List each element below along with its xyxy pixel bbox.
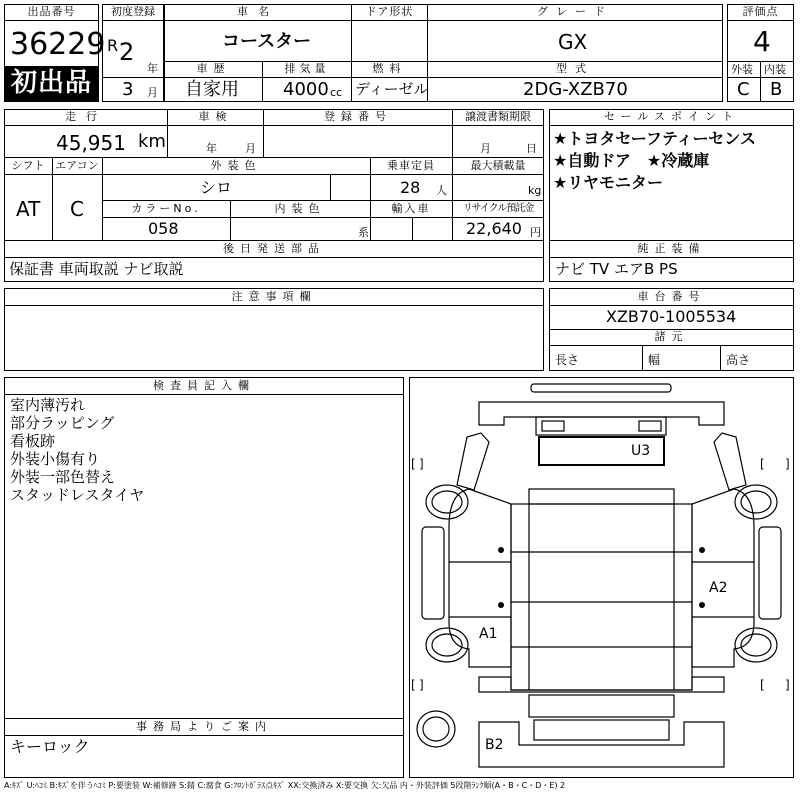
transfer-month-unit: 月 [480,142,491,155]
vehicle-diagram [409,377,794,778]
inspector-note: 室内薄汚れ [10,396,86,414]
transfer-label: 譲渡書類期限 [465,110,531,123]
fuel-label: 燃料 [372,62,407,75]
sales-point-line-1: ★トヨタセーフティーセンス [553,129,756,148]
first-reg-year: 2 [119,38,135,66]
lot-label: 出品番号 [27,5,76,18]
model-value: 2DG-XZB70 [523,79,628,100]
sales-point-label: セールスポイント [603,110,739,123]
first-reg-year-unit: 年 [147,62,158,75]
displacement-value: 4000 [283,79,329,100]
door-label: ドア形状 [365,5,414,18]
inspector-label: 検査員記入欄 [153,379,255,392]
inspection-label: 車検 [198,110,233,123]
displacement-label: 排気量 [284,62,330,75]
ext-color-value: シロ [200,178,233,197]
recycle-value: 22,640 [466,219,522,238]
transfer-day-unit: 日 [526,142,537,155]
mileage-label: 走行 [65,110,107,123]
ext-label: 外装 [731,63,753,76]
inspection-year-unit: 年 [206,142,217,155]
svg-text:[: [ [760,678,765,692]
import-label: 輸入車 [391,202,431,215]
ext-color-label: 外装色 [210,159,262,172]
int-color-label: 内装色 [274,202,326,215]
chassis-value: XZB70-1005534 [606,307,737,326]
aircon-value: C [70,197,84,221]
inspection-month-unit: 月 [245,142,256,155]
office-label: 事務局よりご案内 [136,720,272,733]
aircon-label: エアコン [55,159,99,172]
recycle-label: リサイクル預託金 [462,203,534,214]
fuel-value: ディーゼル [355,80,429,98]
svg-text:]: ] [419,457,424,471]
inspector-note: 外装一部色替え [10,468,116,486]
first-reg-month: 3 [122,79,134,100]
max-load-unit: kg [528,184,542,197]
damage-mark-b2: B2 [485,737,504,753]
grade-value: GX [558,30,588,54]
inspector-note: スタッドレスタイヤ [10,486,145,504]
legend-text: A:ｷｽﾞ U:ﾍｺﾐ B:ｷｽﾞを伴うﾍｺﾐ P:要塗装 W:補修跡 S:錆 C:腐食 G:ﾌﾛﾝﾄｶﾞﾗｽ点ｷｽﾞ XX:交換済み X:要交換 欠:欠品 内・外装評価 5段階ﾗﾝｸ順(A・B・C・D・E) 2 [4,781,566,790]
model-label: 型式 [556,62,594,75]
history-value: 自家用 [185,79,239,100]
score-value: 4 [753,25,771,58]
office-value: キーロック [10,737,90,756]
chassis-label: 車台番号 [637,290,706,303]
specs-width: 幅 [648,353,661,367]
reg-no-label: 登録番号 [324,110,392,123]
equipment-label: 純正装備 [637,242,706,255]
color-no-value: 058 [148,219,179,238]
first-reg-era: R [107,36,119,55]
specs-label: 諸元 [654,330,689,343]
specs-height: 高さ [726,353,751,367]
first-listing-badge: 初出品 [5,66,98,101]
svg-text:[: [ [411,678,416,692]
capacity-label: 乗車定員 [387,159,435,172]
int-grade: B [770,79,783,100]
color-no-label: カラーNo. [131,202,201,215]
car-name-label: 車名 [237,5,279,18]
mileage-value: 45,951 [56,131,126,155]
sales-point-line-3: ★リヤモニター [553,173,664,192]
max-load-label: 最大積載量 [470,159,526,172]
inspector-notes [10,396,144,504]
later-parts-label: 後日発送部品 [223,242,325,255]
mileage-unit: km [138,131,166,152]
damage-mark-a1: A1 [479,626,498,642]
int-color-unit: 系 [358,226,369,239]
ext-grade: C [737,79,750,100]
inspector-note: 看板跡 [10,432,56,450]
later-parts-value: 保証書 車両取説 ナビ取説 [9,260,184,278]
score-label: 評価点 [742,5,779,18]
svg-text:[: [ [411,457,416,471]
inspector-note: 外装小傷有り [10,450,101,468]
caution-label: 注意事項欄 [231,290,317,303]
svg-text:]: ] [419,678,424,692]
sales-point-line-2: ★自動ドア ★冷蔵庫 [553,151,710,170]
equipment-value: ナビ TV エアB PS [555,260,678,278]
damage-mark-u3: U3 [631,443,651,459]
first-reg-label: 初度登録 [111,5,155,18]
svg-text:]: ] [785,678,790,692]
svg-text:]: ] [785,457,790,471]
capacity-unit: 人 [436,184,447,197]
recycle-unit: 円 [530,226,541,239]
displacement-unit: cc [330,86,343,99]
capacity-value: 28 [400,178,421,197]
shift-label: シフト [11,159,45,172]
car-name-value: コースター [222,31,312,52]
int-label: 内装 [764,63,786,76]
first-reg-month-unit: 月 [147,86,158,99]
damage-mark-a2: A2 [709,580,728,596]
svg-text:[: [ [760,457,765,471]
grade-label: グレード [537,5,613,18]
history-label: 車歴 [196,62,231,75]
lot-number: 36229 [10,27,106,62]
specs-length: 長さ [555,353,580,367]
inspector-note: 部分ラッピング [10,414,115,432]
shift-value: AT [16,197,41,221]
